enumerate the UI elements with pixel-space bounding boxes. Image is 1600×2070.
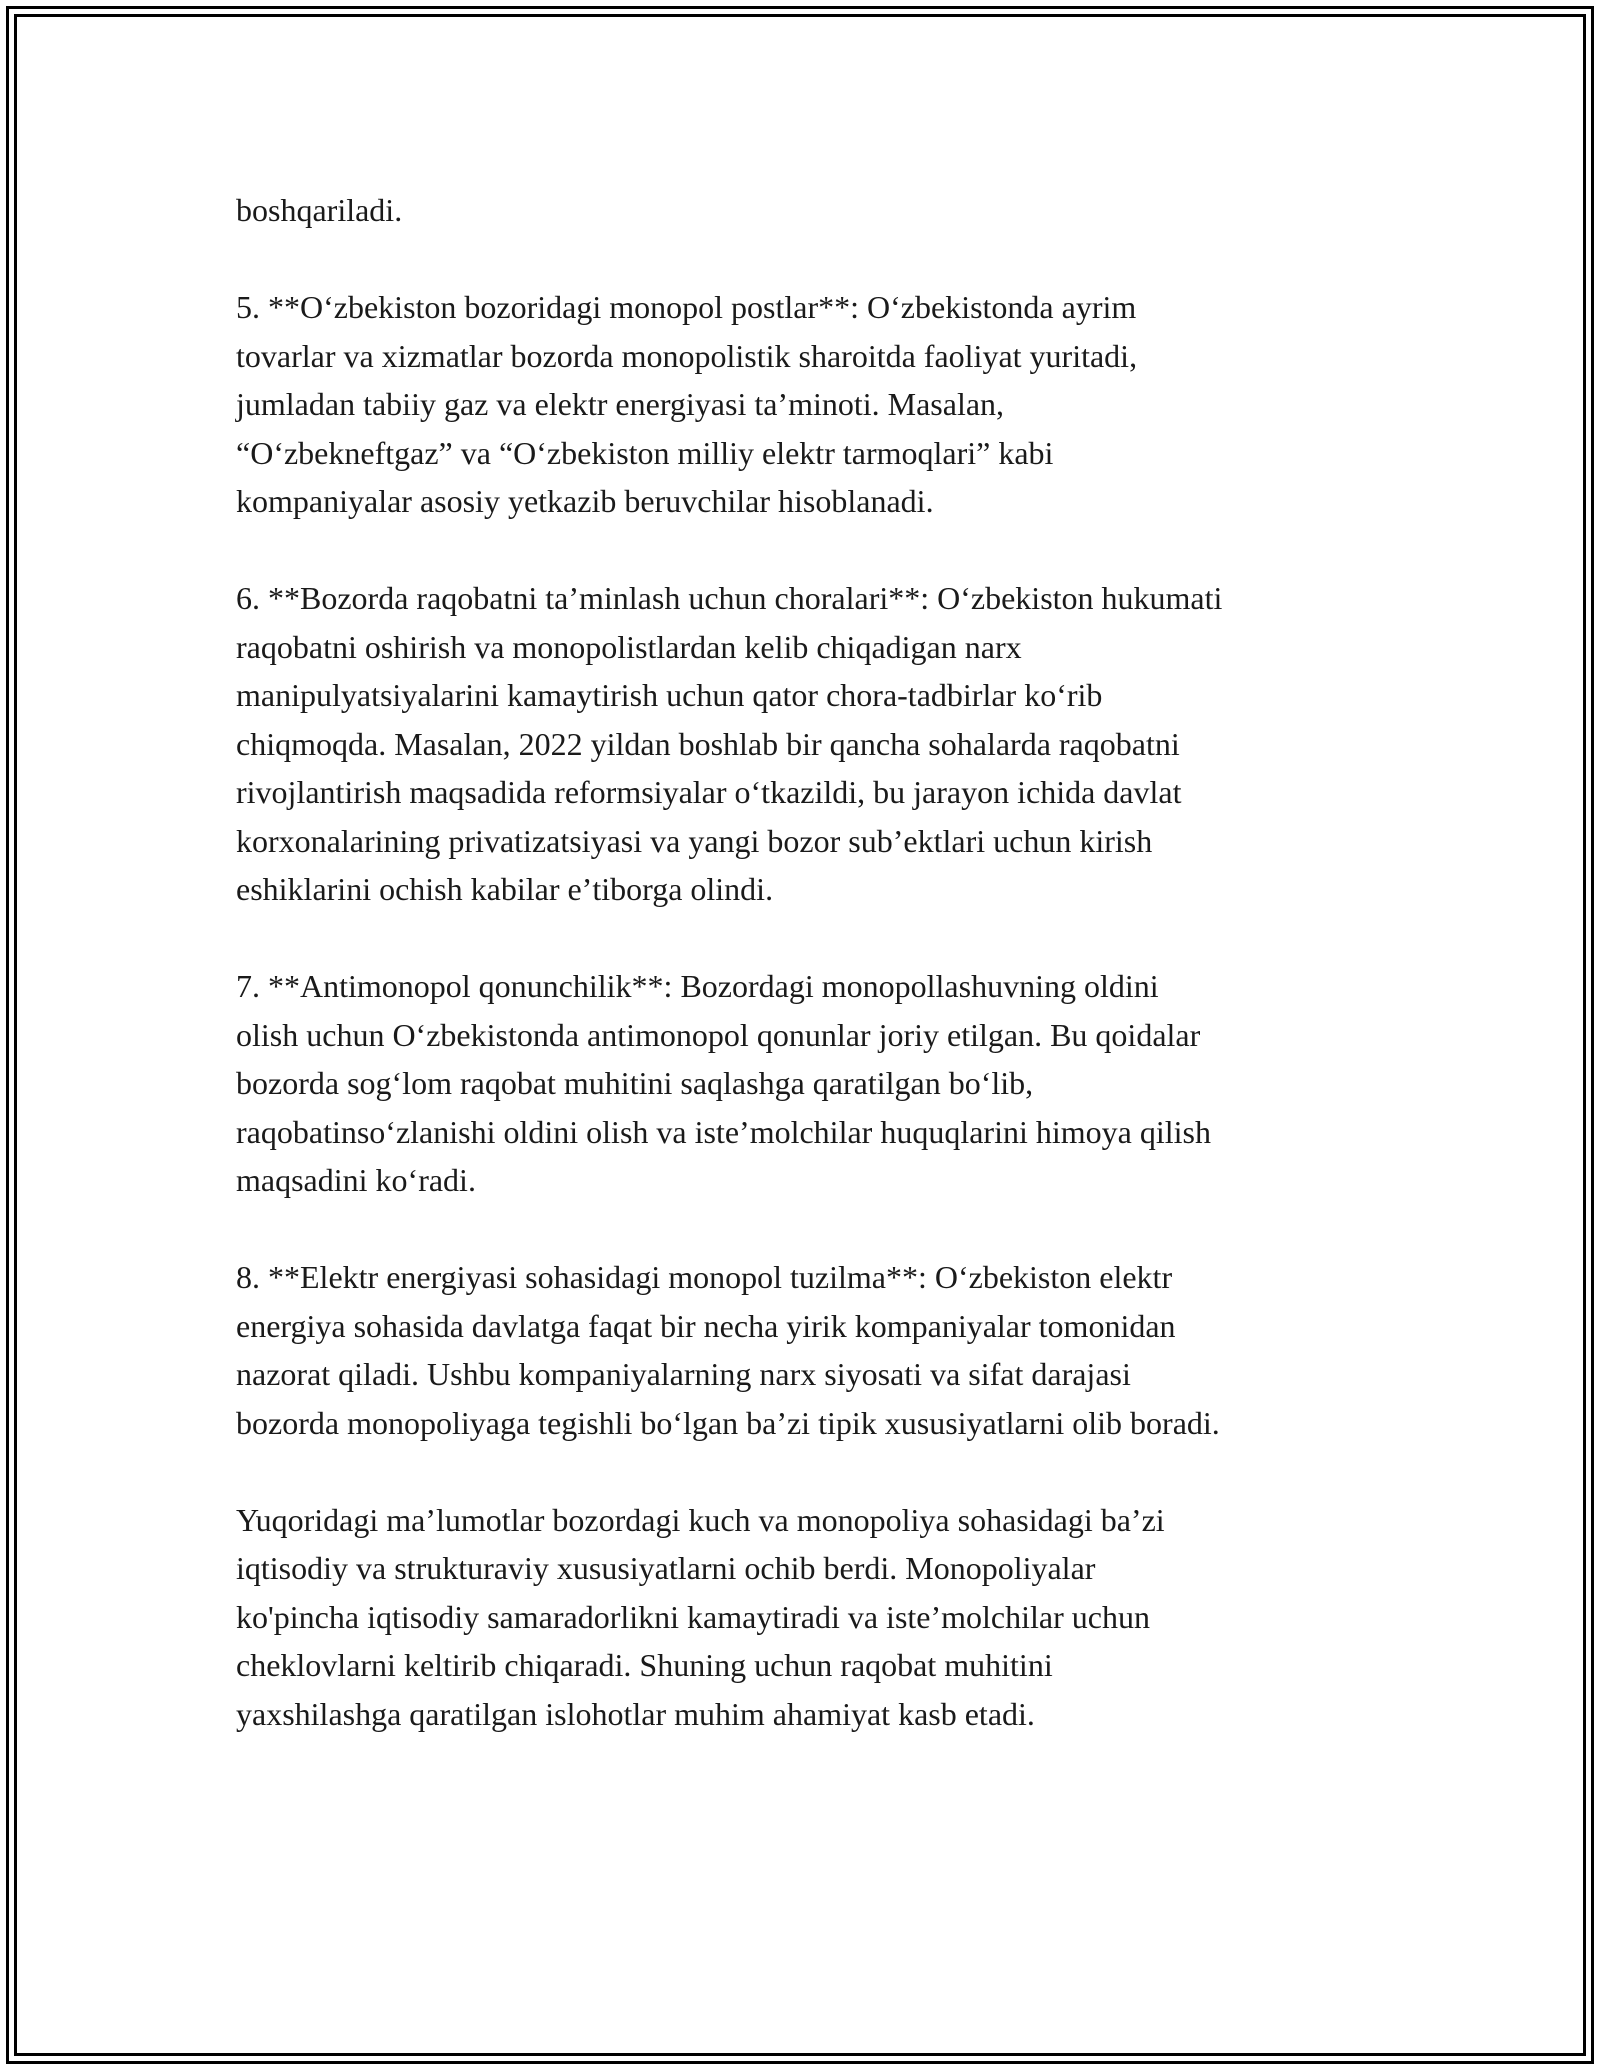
text-line: ko'pincha iqtisodiy samaradorlikni kamaytiradi va isteʼmolchilar uchun bbox=[236, 1598, 1150, 1635]
text-line: boshqariladi. bbox=[236, 192, 403, 228]
text-line: eshiklarini ochish kabilar eʼtiborga olindi. bbox=[236, 871, 774, 907]
text-line: raqobatni oshirish va monopolistlardan kelib chiqadigan narx bbox=[236, 628, 1022, 665]
text-line: “Oʻzbekneftgaz” va “Oʻzbekiston milliy elektr tarmoqlari” kabi bbox=[236, 434, 1054, 471]
text-line: yaxshilashga qaratilgan islohotlar muhim ahamiyat kasb etadi. bbox=[236, 1695, 1035, 1732]
text-line: chiqmoqda. Masalan, 2022 yildan boshlab bir qancha sohalarda raqobatni bbox=[236, 725, 1180, 762]
paragraph-item-5 bbox=[236, 283, 1382, 526]
text-line: 8. **Elektr energiyasi sohasidagi monopol tuzilma**: Oʻzbekiston elektr bbox=[236, 1259, 1173, 1295]
text-line: maqsadini koʻradi. bbox=[236, 1162, 476, 1198]
text-line: nazorat qiladi. Ushbu kompaniyalarning narx siyosati va sifat darajasi bbox=[236, 1356, 1131, 1392]
text-line: rivojlantirish maqsadida reformsiyalar oʻtkazildi, bu jarayon ichida davlat bbox=[236, 774, 1182, 810]
paragraph-item-8 bbox=[236, 1253, 1382, 1447]
text-line: bozorda monopoliyaga tegishli boʻlgan baʼzi tipik xususiyatlarni olib boradi. bbox=[236, 1404, 1220, 1441]
paragraph-continuation bbox=[236, 186, 1382, 235]
text-line: kompaniyalar asosiy yetkazib beruvchilar hisoblanadi. bbox=[236, 483, 934, 519]
text-line: tovarlar va xizmatlar bozorda monopolistik sharoitda faoliyat yuritadi, bbox=[236, 337, 1138, 374]
text-line: Yuqoridagi maʼlumotlar bozordagi kuch va monopoliya sohasidagi baʼzi bbox=[236, 1501, 1165, 1538]
paragraph-conclusion bbox=[236, 1496, 1382, 1739]
text-line: 7. **Antimonopol qonunchilik**: Bozordagi monopollashuvning oldini bbox=[236, 968, 1159, 1004]
text-line: 5. **Oʻzbekiston bozoridagi monopol postlar**: Oʻzbekistonda ayrim bbox=[236, 289, 1137, 325]
text-line: cheklovlarni keltirib chiqaradi. Shuning uchun raqobat muhitini bbox=[236, 1647, 1053, 1683]
text-line: iqtisodiy va strukturaviy xususiyatlarni ochib berdi. Monopoliyalar bbox=[236, 1550, 1096, 1586]
text-line: jumladan tabiiy gaz va elektr energiyasi taʼminoti. Masalan, bbox=[236, 386, 1005, 422]
text-line: bozorda sogʻlom raqobat muhitini saqlashga qaratilgan boʻlib, bbox=[236, 1065, 1034, 1101]
text-line: 6. **Bozorda raqobatni taʼminlash uchun choralari**: Oʻzbekiston hukumati bbox=[236, 580, 1223, 616]
text-line: korxonalarining privatizatsiyasi va yangi bozor subʼektlari uchun kirish bbox=[236, 822, 1153, 859]
text-line: energiya sohasida davlatga faqat bir necha yirik kompaniyalar tomonidan bbox=[236, 1307, 1176, 1344]
paragraph-item-6 bbox=[236, 574, 1382, 914]
paragraph-item-7 bbox=[236, 962, 1382, 1205]
text-line: olish uchun Oʻzbekistonda antimonopol qonunlar joriy etilgan. Bu qoidalar bbox=[236, 1016, 1201, 1053]
text-line: raqobatinsoʻzlanishi oldini olish va isteʼmolchilar huquqlarini himoya qilish bbox=[236, 1113, 1211, 1150]
document-body bbox=[236, 186, 1382, 1787]
text-line: manipulyatsiyalarini kamaytirish uchun qator chora-tadbirlar koʻrib bbox=[236, 677, 1103, 713]
